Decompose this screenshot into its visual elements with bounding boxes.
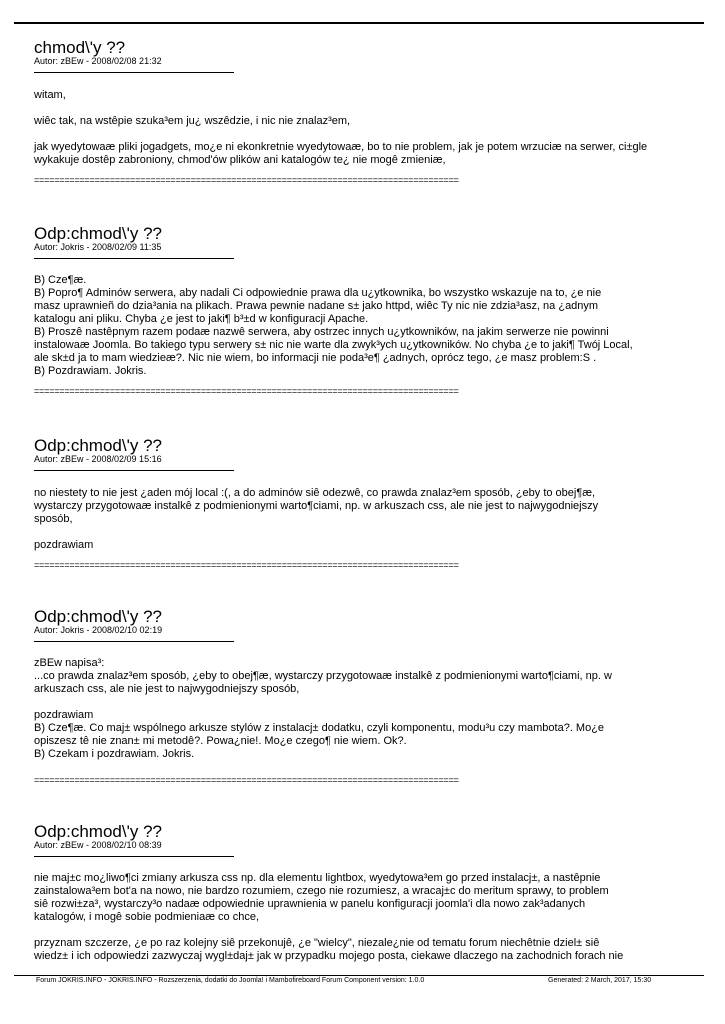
post-line: zBEw napisa³: <box>34 657 105 669</box>
post-body <box>34 274 724 378</box>
post-title: Odp:chmod\'y ?? <box>34 607 162 626</box>
post-author: Autor: zBEw - 2008/02/08 21:32 <box>34 56 162 66</box>
post-line: instalowaæ Joomla. Bo takiego typu serwery s± nic nie warte dla zwyk³ych u¿ytkowników. No chyba ¿e to jaki¶ Twój Local, <box>34 339 633 351</box>
forum-post <box>34 38 724 185</box>
post-line: B) Pozdrawiam. Jokris. <box>34 365 147 377</box>
post-line: pozdrawiam <box>34 709 94 721</box>
author-underline <box>34 641 234 642</box>
post-line: masz uprawnieñ do dzia³ania na plikach. Prawa pewnie nadane s± jako httpd, wiêc Ty nic nie zdzia³asz, na ¿adnym <box>34 300 599 312</box>
footer-rule <box>14 975 704 976</box>
post-line: siê rozwi±za³, wystarczy³o nadaæ odpowiednie uprawnienia w panelu konfiguracji joomla'i dla nowo zak³adanych <box>34 898 586 910</box>
post-author: Autor: zBEw - 2008/02/10 08:39 <box>34 840 162 850</box>
post-line: katalogów, i mogê sobie podmieniaæ co chce, <box>34 911 260 923</box>
top-rule <box>14 22 704 24</box>
author-underline <box>34 72 234 73</box>
post-body <box>34 487 724 552</box>
post-line: nie maj±c mo¿liwo¶ci zmiany arkusza css np. dla elementu lightbox, wyedytowa³em go przed instalacj±, a nastêpnie <box>34 872 601 884</box>
post-line <box>34 128 724 141</box>
post-separator: ==================================================================================== <box>34 560 459 570</box>
post-line: arkuszach css, ale nie jest to najwygodniejszy sposób, <box>34 683 300 695</box>
post-line: pozdrawiam <box>34 539 94 551</box>
post-line: B) Czekam i pozdrawiam. Jokris. <box>34 748 195 760</box>
post-line: wystarczy przygotowaæ instalkê z podmienionymi warto¶ciami, np. w arkuszach css, ale nie jest to najwygodniejszy <box>34 500 599 512</box>
post-line: katalogu ani pliku. Chyba ¿e jest to jaki¶ b³±d w konfiguracji Apache. <box>34 313 369 325</box>
post-separator: ==================================================================================== <box>34 175 459 185</box>
author-underline <box>34 258 234 259</box>
footer-generated: Generated: 2 March, 2017, 15:30 <box>548 977 652 984</box>
post-line: B) Cze¶æ. <box>34 274 87 286</box>
post-body <box>34 89 724 167</box>
post-body <box>34 872 724 963</box>
post-line: zainstalowa³em bot'a na nowo, nie bardzo rozumiem, czego nie rozumiesz, a wracaj±c do meritum sprawy, to problem <box>34 885 609 897</box>
post-title: chmod\'y ?? <box>34 38 126 57</box>
post-line <box>34 526 724 539</box>
post-line: ale sk±d ja to mam wiedzieæ?. Nic nie wiem, bo informacji nie poda³e¶ ¿adnych, oprócz tego, ¿e masz problem:S . <box>34 352 597 364</box>
post-separator: ==================================================================================== <box>34 775 459 785</box>
post-line: wiêc tak, na wstêpie szuka³em ju¿ wszêdzie, i nic nie znalaz³em, <box>34 115 351 127</box>
forum-post <box>34 224 724 396</box>
post-line <box>34 696 724 709</box>
forum-post <box>34 822 724 963</box>
post-line: B) Popro¶ Adminów serwera, aby nadali Ci odpowiednie prawa dla u¿ytkownika, bo wszystko wskazuje na to, ¿e nie <box>34 287 602 299</box>
post-title: Odp:chmod\'y ?? <box>34 224 162 243</box>
forum-post <box>34 607 724 785</box>
post-line: przyznam szczerze, ¿e po raz kolejny siê przekonujê, ¿e "wielcy", niezale¿nie od tematu forum niechêtnie dziel± siê <box>34 937 600 949</box>
post-title: Odp:chmod\'y ?? <box>34 822 162 841</box>
post-line: sposób, <box>34 513 73 525</box>
forum-post <box>34 436 724 570</box>
post-title: Odp:chmod\'y ?? <box>34 436 162 455</box>
post-line: B) Proszê nastêpnym razem podaæ nazwê serwera, aby ostrzec innych u¿ytkowników, na jakim serwerze nie powinni <box>34 326 609 338</box>
author-underline <box>34 470 234 471</box>
post-line <box>34 924 724 937</box>
post-line: witam, <box>34 89 66 101</box>
post-author: Autor: Jokris - 2008/02/10 02:19 <box>34 625 163 635</box>
footer-source: Forum JOKRIS.INFO - JOKRIS.INFO - Rozszerzenia, dodatki do Joomla! i Mambofireboard Forum Component version: 1.0.0 <box>36 977 425 984</box>
post-author: Autor: zBEw - 2008/02/09 15:16 <box>34 454 162 464</box>
author-underline <box>34 856 234 857</box>
post-line <box>34 102 724 115</box>
post-line: wiedz± i ich odpowiedzi zazwyczaj wygl±daj± jak w przypadku mojego posta, ciekawe dlaczego na zachodnich forach nie <box>34 950 624 962</box>
post-line: jak wyedytowaæ pliki jogadgets, mo¿e ni ekonkretnie wyedytowaæ, bo to nie problem, jak je potem wrzuciæ na serwer, ci±gle <box>34 141 648 153</box>
post-body <box>34 657 724 761</box>
post-line: no niestety to nie jest ¿aden mój local :(, a do adminów siê odezwê, co prawda znalaz³em sposób, ¿eby to obej¶æ, <box>34 487 596 499</box>
post-line: opiszesz tê nie znan± mi metodê?. Powa¿nie!. Mo¿e czego¶ nie wiem. Ok?. <box>34 735 407 747</box>
post-line: ...co prawda znalaz³em sposób, ¿eby to obej¶æ, wystarczy przygotowaæ instalkê z podmienionymi warto¶ciami, np. w <box>34 670 612 682</box>
post-line: B) Cze¶æ. Co maj± wspólnego arkusze stylów z instalacj± dodatku, czyli komponentu, modu³u czy mambota?. Mo¿e <box>34 722 605 734</box>
post-separator: ==================================================================================== <box>34 386 459 396</box>
post-author: Autor: Jokris - 2008/02/09 11:35 <box>34 242 162 252</box>
post-line: wykakuje dostêp zabroniony, chmod'ów plików ani katalogów te¿ nie mogê zmieniæ, <box>34 154 446 166</box>
